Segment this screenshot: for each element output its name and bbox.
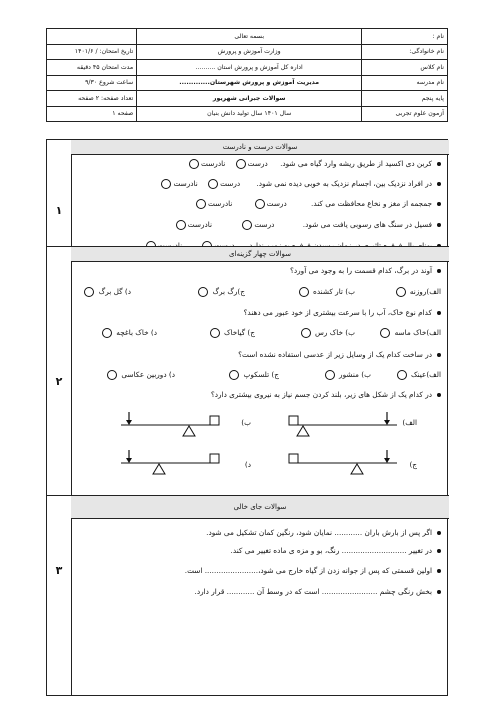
tf-4-false-radio[interactable] xyxy=(176,220,186,230)
header-exam-type: سوالات جبرانی شهریور xyxy=(137,91,362,107)
lever-b-label: ب) xyxy=(241,418,251,427)
lever-d-label: د) xyxy=(244,460,251,469)
header-name-label: نام : xyxy=(362,29,448,45)
tf-item-4: فسیل در سنگ های رسوبی یافت می شود. درست نادرست xyxy=(174,220,441,230)
mc3-option-c[interactable]: ج) تلسکوپ xyxy=(227,370,279,380)
mc2-option-c[interactable]: ج) گیاخاک xyxy=(208,328,255,338)
blank-item-4: بخش رنگی چشم ........................ است که در وسط آن ............ قرار دارد. xyxy=(195,587,441,596)
mc3-c-radio[interactable] xyxy=(229,370,239,380)
header-page-number: صفحه ۱ xyxy=(47,106,137,122)
header-page-count: تعداد صفحه: ۲ صفحه xyxy=(47,91,137,107)
mc3-option-a[interactable]: الف)عینک xyxy=(395,370,441,380)
mc-question-3: در ساخت کدام یک از وسایل زیر از عدسی استفاده نشده است؟ xyxy=(238,350,441,359)
tf-1-false-radio[interactable] xyxy=(189,159,199,169)
question-number-1: ۱ xyxy=(55,204,63,217)
mc2-c-radio[interactable] xyxy=(210,328,220,338)
section-multiple-choice-title: سوالات چهار گزینه‌ای xyxy=(71,246,449,262)
tf-3-false-radio[interactable] xyxy=(196,199,206,209)
blank-item-3: اولین قسمتی که پس از جوانه زدن از گیاه خارج می شود،....................... است. xyxy=(185,566,441,575)
lever-a-icon xyxy=(279,408,419,444)
tf-2-false-radio[interactable] xyxy=(161,179,171,189)
mc3-d-radio[interactable] xyxy=(107,370,117,380)
tf-4-true-radio[interactable] xyxy=(242,220,252,230)
exam-header-table xyxy=(46,28,448,122)
lever-b-icon xyxy=(99,408,239,444)
mc3-a-radio[interactable] xyxy=(397,370,407,380)
mc-question-2: کدام نوع خاک، آب را با سرعت بیشتری از خود عبور می دهند؟ xyxy=(244,308,441,317)
tf-item-1: کربن دی اکسید از طریق ریشه وارد گیاه می شود. درست نادرست xyxy=(187,159,441,169)
mc-question-4: در کدام یک از شکل های زیر، بلند کردن جسم نیاز به نیروی بیشتری دارد؟ xyxy=(211,390,441,399)
lever-d-icon xyxy=(99,446,239,482)
mc2-option-b[interactable]: ب) خاک رس xyxy=(299,328,355,338)
header-province: اداره کل آموزش و پرورش استان .......... xyxy=(137,60,362,76)
mc2-d-radio[interactable] xyxy=(102,328,112,338)
header-start-time: ساعت شروع ۹/۳۰ xyxy=(47,75,137,91)
mc2-b-radio[interactable] xyxy=(301,328,311,338)
mc1-d-radio[interactable] xyxy=(84,287,94,297)
lever-c-label: ج) xyxy=(409,460,417,469)
header-ministry: وزارت آموزش و پرورش xyxy=(137,44,362,60)
lever-c-icon xyxy=(279,446,419,482)
question-number-2: ۲ xyxy=(55,375,63,388)
mc2-option-d[interactable]: د) خاک باغچه xyxy=(100,328,157,338)
mc2-option-a[interactable]: الف)خاک ماسه xyxy=(378,328,441,338)
mc1-option-d[interactable]: د) گل برگ xyxy=(82,287,131,297)
tf-item-2: در افراد نزدیک بین، اجسام نزدیک به خوبی دیده نمی شود. درست نادرست xyxy=(159,179,441,189)
mc-question-1: آوند در برگ، کدام قسمت را به وجود می آورد؟ xyxy=(290,266,441,275)
section-fill-blank-title: سوالات جای خالی xyxy=(71,495,449,519)
lever-a-label: الف) xyxy=(402,418,417,427)
mc1-a-radio[interactable] xyxy=(396,287,406,297)
blank-item-1: اگر پس از بارش باران ............ نمایان شود، رنگین کمان تشکیل می شود. xyxy=(206,528,441,537)
mc1-option-c[interactable]: ج)رگ برگ xyxy=(196,287,245,297)
tf-item-3: جمجمه از مغز و نخاع محافظت می کند. درست نادرست xyxy=(194,199,441,209)
mc1-option-b[interactable]: ب) تار کشنده xyxy=(297,287,355,297)
mc2-a-radio[interactable] xyxy=(380,328,390,338)
lever-figure-d xyxy=(99,446,251,486)
header-county: مدیریت آموزش و پرورش شهرستان............. xyxy=(137,75,362,91)
header-bismillah: بسمه تعالی xyxy=(137,29,362,45)
tf-2-true-radio[interactable] xyxy=(208,179,218,189)
header-school-label: نام مدرسه xyxy=(362,75,448,91)
tf-3-true-radio[interactable] xyxy=(255,199,265,209)
question-number-3: ۳ xyxy=(55,564,63,577)
lever-figure-c xyxy=(279,446,419,486)
header-year-slogan: سال ۱۴۰۱ سال تولید دانش بنیان xyxy=(137,106,362,122)
header-exam-date: تاریخ امتحان: / ۱۴۰۱/۶ xyxy=(47,44,137,60)
blank-item-2: در تغییر ............................ رنگ، بو و مزه ی ماده تغییر می کند. xyxy=(231,546,441,555)
questions-frame xyxy=(46,139,448,696)
mc3-b-radio[interactable] xyxy=(325,370,335,380)
lever-figure-a xyxy=(279,408,419,448)
mc3-option-b[interactable]: ب) منشور xyxy=(323,370,371,380)
mc3-option-d[interactable]: د) دوربین عکاسی xyxy=(105,370,175,380)
mc1-b-radio[interactable] xyxy=(299,287,309,297)
lever-figure-b xyxy=(99,408,251,448)
mc1-c-radio[interactable] xyxy=(198,287,208,297)
header-grade: پایه پنجم xyxy=(362,91,448,107)
header-family-label: نام خانوادگی: xyxy=(362,44,448,60)
section-true-false-title: سوالات درست و نادرست xyxy=(71,140,449,155)
tf-1-true-radio[interactable] xyxy=(236,159,246,169)
header-class-label: نام کلاس xyxy=(362,60,448,76)
header-duration: مدت امتحان ۴۵ دقیقه xyxy=(47,60,137,76)
header-subject: آزمون علوم تجربی xyxy=(362,106,448,122)
mc1-option-a[interactable]: الف)روزنه xyxy=(394,287,442,297)
